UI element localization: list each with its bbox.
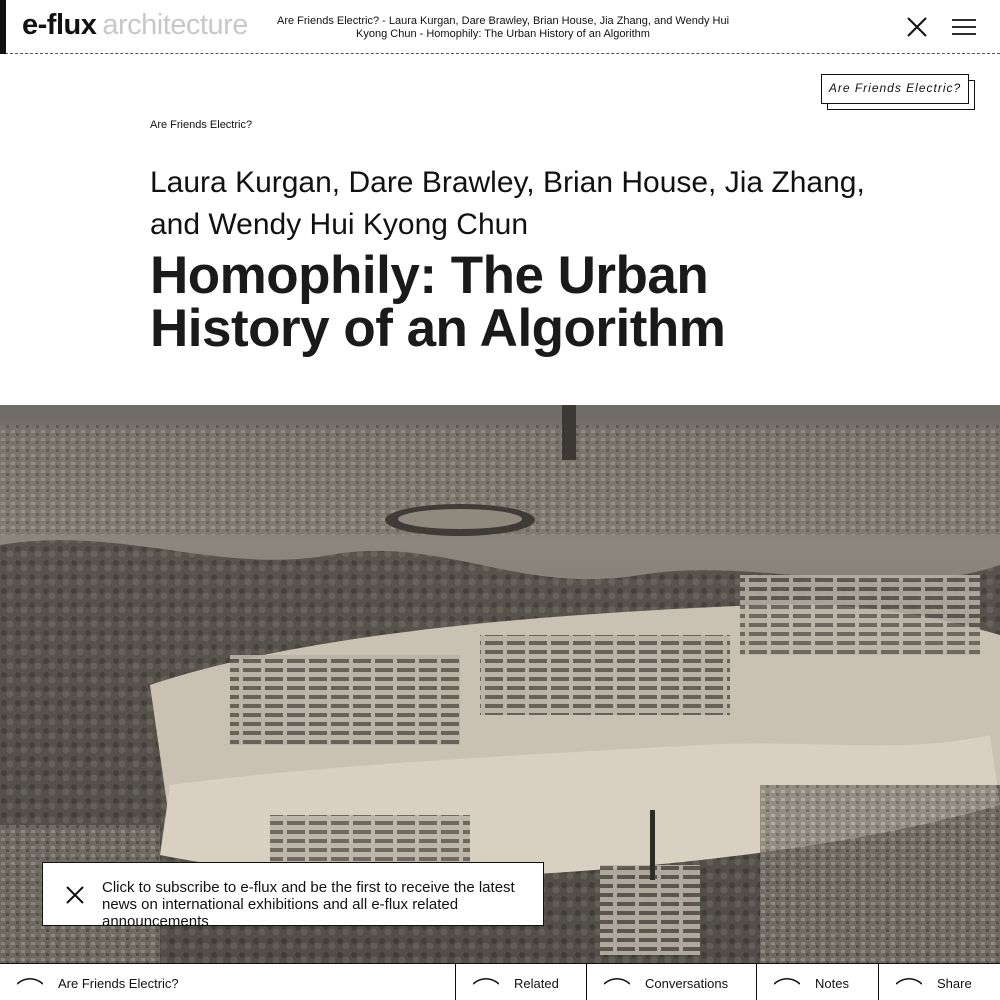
subscribe-message[interactable]: Click to subscribe to e-flux and be the first to receive the latest news on international exhibitions and all e-flux related announcements bbox=[102, 879, 515, 930]
logo-section[interactable]: architecture bbox=[102, 9, 248, 41]
bottom-tab-series[interactable] bbox=[0, 964, 455, 1000]
bottom-tab-share[interactable] bbox=[878, 964, 1000, 1000]
header-accent-bar bbox=[0, 0, 6, 54]
bottom-tab-label: Share bbox=[937, 976, 972, 991]
site-header bbox=[0, 0, 1000, 54]
close-icon bbox=[905, 15, 929, 39]
subscribe-close-button[interactable] bbox=[65, 885, 85, 905]
close-icon bbox=[65, 885, 85, 905]
header-article-title: Are Friends Electric? - Laura Kurgan, Dare Brawley, Brian House, Jia Zhang, and Wendy Hui Kyong Chun - Homophily: The Urban History of an Algorithm bbox=[276, 15, 730, 40]
article-title: Homophily: The Urban History of an Algorithm bbox=[150, 246, 726, 358]
bottom-tab-label: Notes bbox=[815, 976, 849, 991]
logo-brand[interactable]: e-flux bbox=[22, 9, 97, 41]
series-tag[interactable] bbox=[821, 74, 976, 112]
caret-up-icon bbox=[473, 976, 499, 986]
article-kicker[interactable]: Are Friends Electric? bbox=[150, 119, 253, 131]
caret-up-icon bbox=[774, 976, 800, 986]
bottom-tab-conversations[interactable] bbox=[586, 964, 756, 1000]
subscribe-popup[interactable] bbox=[42, 862, 544, 930]
caret-up-icon bbox=[17, 976, 43, 986]
bottom-toolbar bbox=[0, 963, 1000, 1000]
bottom-tab-label: Conversations bbox=[645, 976, 729, 991]
bottom-tab-label: Related bbox=[514, 976, 559, 991]
caret-up-icon bbox=[896, 976, 922, 986]
bottom-tab-notes[interactable] bbox=[756, 964, 878, 1000]
bottom-tab-related[interactable] bbox=[455, 964, 586, 1000]
series-tag-button[interactable]: Are Friends Electric? bbox=[821, 74, 969, 104]
bottom-tab-label: Are Friends Electric? bbox=[58, 976, 179, 991]
caret-up-icon bbox=[604, 976, 630, 986]
hamburger-menu-icon bbox=[952, 15, 976, 39]
close-button[interactable] bbox=[905, 15, 929, 39]
menu-button[interactable] bbox=[952, 15, 976, 39]
article-authors: Laura Kurgan, Dare Brawley, Brian House, Jia Zhang, and Wendy Hui Kyong Chun bbox=[150, 166, 865, 241]
site-logo[interactable] bbox=[22, 9, 248, 42]
